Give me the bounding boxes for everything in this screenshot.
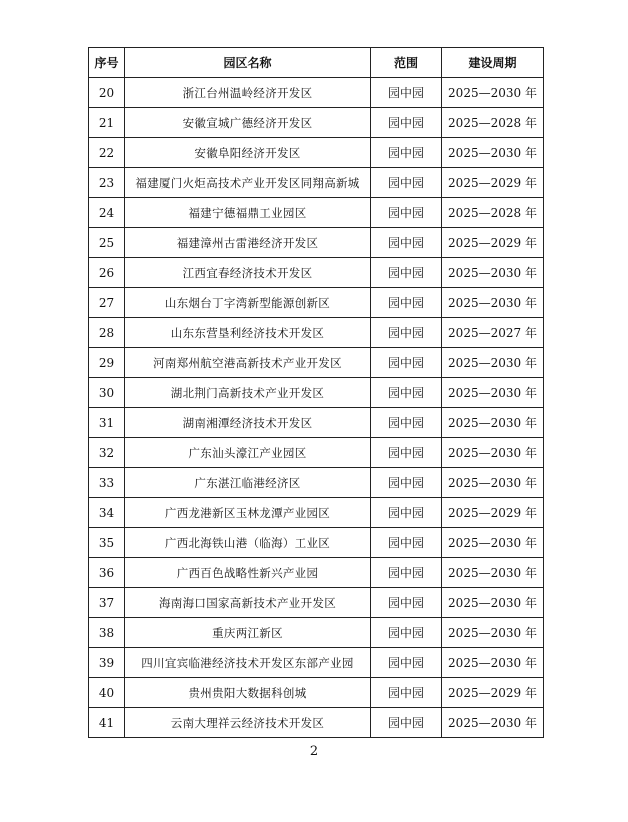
header-construction-period: 建设周期 [442, 48, 544, 78]
cell-construction-period: 2025—2030 年 [442, 408, 544, 438]
page-number: 2 [309, 744, 319, 759]
cell-serial-number: 22 [89, 138, 125, 168]
table-row [89, 138, 544, 168]
cell-park-name: 广东湛江临港经济区 [125, 468, 371, 498]
table-header-row [89, 48, 544, 78]
cell-park-name: 云南大理祥云经济技术开发区 [125, 708, 371, 738]
cell-park-name: 四川宜宾临港经济技术开发区东部产业园 [125, 648, 371, 678]
cell-construction-period: 2025—2030 年 [442, 708, 544, 738]
cell-construction-period: 2025—2030 年 [442, 348, 544, 378]
cell-scope: 园中园 [371, 558, 442, 588]
cell-scope: 园中园 [371, 348, 442, 378]
header-park-name: 园区名称 [125, 48, 371, 78]
cell-serial-number: 20 [89, 78, 125, 108]
cell-construction-period: 2025—2030 年 [442, 618, 544, 648]
cell-construction-period: 2025—2028 年 [442, 108, 544, 138]
table-row [89, 288, 544, 318]
table-row [89, 408, 544, 438]
table-row [89, 258, 544, 288]
cell-serial-number: 30 [89, 378, 125, 408]
cell-serial-number: 28 [89, 318, 125, 348]
cell-scope: 园中园 [371, 438, 442, 468]
cell-park-name: 山东烟台丁字湾新型能源创新区 [125, 288, 371, 318]
cell-park-name: 重庆两江新区 [125, 618, 371, 648]
cell-park-name: 湖北荆门高新技术产业开发区 [125, 378, 371, 408]
cell-construction-period: 2025—2029 年 [442, 498, 544, 528]
table-row [89, 108, 544, 138]
cell-park-name: 安徽阜阳经济开发区 [125, 138, 371, 168]
cell-construction-period: 2025—2030 年 [442, 588, 544, 618]
cell-serial-number: 23 [89, 168, 125, 198]
cell-serial-number: 31 [89, 408, 125, 438]
cell-serial-number: 35 [89, 528, 125, 558]
cell-serial-number: 37 [89, 588, 125, 618]
cell-scope: 园中园 [371, 588, 442, 618]
cell-park-name: 安徽宣城广德经济开发区 [125, 108, 371, 138]
cell-park-name: 福建宁德福鼎工业园区 [125, 198, 371, 228]
cell-construction-period: 2025—2030 年 [442, 558, 544, 588]
cell-scope: 园中园 [371, 258, 442, 288]
cell-scope: 园中园 [371, 408, 442, 438]
table-row [89, 348, 544, 378]
cell-construction-period: 2025—2027 年 [442, 318, 544, 348]
cell-park-name: 广西北海铁山港（临海）工业区 [125, 528, 371, 558]
cell-construction-period: 2025—2030 年 [442, 378, 544, 408]
table-row [89, 498, 544, 528]
cell-park-name: 浙江台州温岭经济开发区 [125, 78, 371, 108]
table-row [89, 168, 544, 198]
cell-serial-number: 34 [89, 498, 125, 528]
cell-construction-period: 2025—2030 年 [442, 78, 544, 108]
cell-park-name: 海南海口国家高新技术产业开发区 [125, 588, 371, 618]
table-row [89, 468, 544, 498]
cell-scope: 园中园 [371, 708, 442, 738]
cell-construction-period: 2025—2030 年 [442, 138, 544, 168]
table-row [89, 708, 544, 738]
cell-park-name: 湖南湘潭经济技术开发区 [125, 408, 371, 438]
cell-construction-period: 2025—2030 年 [442, 258, 544, 288]
cell-serial-number: 41 [89, 708, 125, 738]
cell-serial-number: 27 [89, 288, 125, 318]
cell-serial-number: 32 [89, 438, 125, 468]
cell-serial-number: 29 [89, 348, 125, 378]
cell-serial-number: 36 [89, 558, 125, 588]
table-row [89, 528, 544, 558]
cell-construction-period: 2025—2030 年 [442, 648, 544, 678]
cell-park-name: 贵州贵阳大数据科创城 [125, 678, 371, 708]
cell-scope: 园中园 [371, 618, 442, 648]
cell-scope: 园中园 [371, 78, 442, 108]
industrial-park-table [88, 47, 544, 738]
cell-scope: 园中园 [371, 528, 442, 558]
cell-construction-period: 2025—2030 年 [442, 288, 544, 318]
cell-park-name: 广西百色战略性新兴产业园 [125, 558, 371, 588]
cell-park-name: 山东东营垦利经济技术开发区 [125, 318, 371, 348]
cell-scope: 园中园 [371, 678, 442, 708]
cell-scope: 园中园 [371, 648, 442, 678]
table-row [89, 558, 544, 588]
cell-scope: 园中园 [371, 498, 442, 528]
cell-scope: 园中园 [371, 288, 442, 318]
header-scope: 范围 [371, 48, 442, 78]
table-row [89, 438, 544, 468]
table-row [89, 648, 544, 678]
cell-construction-period: 2025—2029 年 [442, 678, 544, 708]
cell-construction-period: 2025—2028 年 [442, 198, 544, 228]
cell-park-name: 福建厦门火炬高技术产业开发区同翔高新城 [125, 168, 371, 198]
cell-serial-number: 24 [89, 198, 125, 228]
cell-park-name: 河南郑州航空港高新技术产业开发区 [125, 348, 371, 378]
cell-scope: 园中园 [371, 138, 442, 168]
cell-scope: 园中园 [371, 198, 442, 228]
cell-serial-number: 26 [89, 258, 125, 288]
table-row [89, 378, 544, 408]
table-row [89, 678, 544, 708]
table-row [89, 198, 544, 228]
cell-serial-number: 38 [89, 618, 125, 648]
table-row [89, 318, 544, 348]
header-serial-number: 序号 [89, 48, 125, 78]
cell-scope: 园中园 [371, 168, 442, 198]
table-row [89, 618, 544, 648]
cell-scope: 园中园 [371, 318, 442, 348]
table-body [89, 78, 544, 738]
cell-scope: 园中园 [371, 468, 442, 498]
cell-serial-number: 40 [89, 678, 125, 708]
cell-construction-period: 2025—2030 年 [442, 468, 544, 498]
cell-construction-period: 2025—2029 年 [442, 168, 544, 198]
cell-serial-number: 21 [89, 108, 125, 138]
cell-park-name: 广西龙港新区玉林龙潭产业园区 [125, 498, 371, 528]
cell-serial-number: 25 [89, 228, 125, 258]
cell-construction-period: 2025—2030 年 [442, 528, 544, 558]
table-row [89, 588, 544, 618]
cell-scope: 园中园 [371, 108, 442, 138]
cell-construction-period: 2025—2029 年 [442, 228, 544, 258]
cell-scope: 园中园 [371, 228, 442, 258]
table-row [89, 228, 544, 258]
cell-serial-number: 39 [89, 648, 125, 678]
cell-serial-number: 33 [89, 468, 125, 498]
cell-park-name: 广东汕头濠江产业园区 [125, 438, 371, 468]
cell-park-name: 福建漳州古雷港经济开发区 [125, 228, 371, 258]
cell-scope: 园中园 [371, 378, 442, 408]
table-row [89, 78, 544, 108]
cell-park-name: 江西宜春经济技术开发区 [125, 258, 371, 288]
cell-construction-period: 2025—2030 年 [442, 438, 544, 468]
